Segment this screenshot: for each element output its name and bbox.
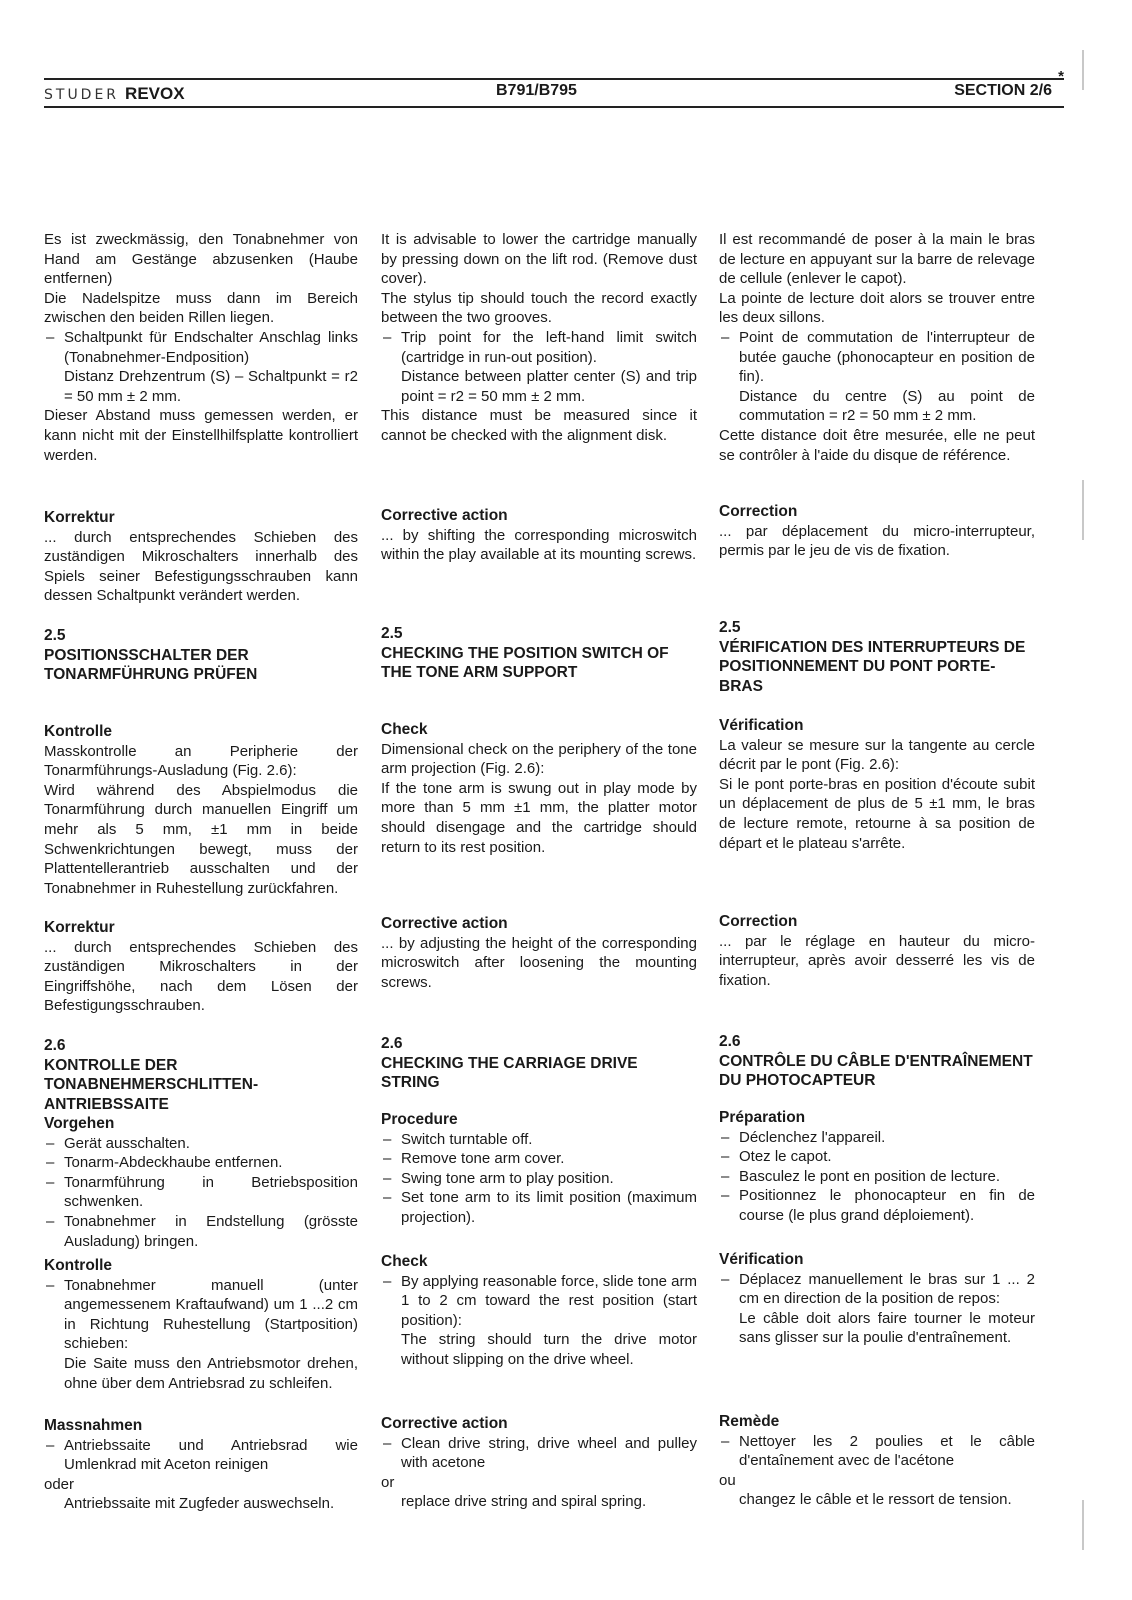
en-intro: It is advisable to lower the cartridge manually by pressing down on the lift rod. (Remove dust cover).	[381, 231, 697, 288]
header-rule-top	[44, 78, 1064, 80]
fr-remede-title: Remède	[719, 1413, 780, 1430]
en-procedure-list	[381, 1130, 697, 1228]
en-bullet	[381, 328, 697, 367]
de-s25-num: 2.5	[44, 627, 66, 644]
brand-revox: REVOX	[125, 84, 185, 103]
fr-bullet	[719, 328, 1035, 387]
list-item: – Basculez le pont en position de lecture.	[719, 1167, 1035, 1187]
en-korr1-title: Corrective action	[381, 507, 508, 524]
list-item: – Positionnez le phonocapteur en fin de course (le plus grand déploiement).	[719, 1186, 1035, 1225]
fr-verif2-title: Vérification	[719, 1251, 804, 1268]
en-check2-list	[381, 1272, 697, 1331]
de-massnahmen-alt: Antriebssaite mit Zugfeder auswechseln.	[64, 1495, 335, 1513]
header-rule-bottom	[44, 106, 1064, 108]
de-korr2-title: Korrektur	[44, 919, 115, 936]
en-s26-num: 2.6	[381, 1035, 403, 1052]
de-s26-title: KONTROLLE DER TONABNEHMERSCHLITTEN-ANTRIEBSSAITE	[44, 1056, 259, 1113]
en-action	[381, 1414, 697, 1512]
list-item: – Set tone arm to its limit position (maximum projection).	[381, 1188, 697, 1227]
de-intro: Es ist zweckmässig, den Tonabnehmer von Hand am Gestänge abzusenken (Haube entfernen)	[44, 231, 358, 288]
fr-korr1-title: Correction	[719, 503, 798, 520]
de-intro-block	[44, 230, 358, 465]
de-s25-title: POSITIONSSCHALTER DER TONARMFÜHRUNG PRÜFEN	[44, 646, 258, 684]
list-item: – Switch turntable off.	[381, 1130, 697, 1150]
en-korr1-text: ... by shifting the corresponding microswitch within the play available at its mounting screws.	[381, 526, 697, 564]
de-massnahmen-title: Massnahmen	[44, 1417, 143, 1434]
en-section-2-5	[381, 624, 697, 683]
revision-star: *	[1058, 68, 1064, 85]
fr-verif2-list	[719, 1270, 1035, 1309]
fr-s25-num: 2.5	[719, 619, 741, 636]
en-korrektur1	[381, 506, 697, 565]
de-korr2-text: ... durch entsprechendes Schieben des zuständigen Mikroschalters in der Eingriffshöhe, nach dem Lösen der Befestigungsschrauben.	[44, 938, 358, 1015]
de-bullet-list	[44, 328, 358, 367]
fr-s26-title: CONTRÔLE DU CÂBLE D'ENTRAÎNEMENT DU PHOTOCAPTEUR	[719, 1052, 1033, 1090]
en-intro-block	[381, 230, 697, 446]
fr-prep-list	[719, 1128, 1035, 1226]
de-korr1-title: Korrektur	[44, 509, 115, 526]
list-item: – By applying reasonable force, slide tone arm 1 to 2 cm toward the rest position (start position):	[381, 1272, 697, 1331]
list-item: – Otez le capot.	[719, 1147, 1035, 1167]
en-korrektur2	[381, 914, 697, 992]
en-action-list	[381, 1434, 697, 1473]
en-korr2-text: ... by adjusting the height of the corresponding microswitch after loosening the mounting screws.	[381, 934, 697, 991]
brand-logo	[44, 84, 185, 104]
de-kontrolle-title: Kontrolle	[44, 723, 113, 740]
fr-section-2-6	[719, 1032, 1035, 1091]
fr-bullet-cont: Distance du centre (S) au point de commutation = r2 = 50 mm ± 2 mm.	[739, 387, 1035, 425]
de-section-2-6	[44, 1036, 358, 1114]
de-kontrolle2-list	[44, 1276, 358, 1354]
en-s26-title: CHECKING THE CARRIAGE DRIVE STRING	[381, 1054, 638, 1092]
de-bullet	[44, 328, 358, 367]
en-s25-title: CHECKING THE POSITION SWITCH OF THE TONE ARM SUPPORT	[381, 644, 669, 682]
list-item: – Tonarm-Abdeckhaube entfernen.	[44, 1153, 358, 1173]
list-item: – Nettoyer les 2 poulies et le câble d'entaînement avec de l'acétone	[719, 1432, 1035, 1471]
de-kontrolle2	[44, 1256, 358, 1393]
en-check-title: Check	[381, 721, 428, 738]
en-bullet-cont: Distance between platter center (S) and trip point = r2 = 50 mm ± 2 mm.	[401, 368, 697, 405]
fr-bullet-list	[719, 328, 1035, 387]
fr-verif-text2: Si le pont porte-bras en position d'écoute subit un déplacement de plus de 5 ±1 mm, le bras de lecture remote, retourne à sa position de départ et le plateau s'arrête.	[719, 775, 1035, 852]
list-item: – Tonabnehmer in Endstellung (grösste Ausladung) bringen.	[44, 1212, 358, 1251]
de-bullet-text: Schaltpunkt für Endschalter Anschlag links (Tonabnehmer-Endposition)	[64, 328, 358, 366]
en-intro2: The stylus tip should touch the record exactly between the two grooves.	[381, 289, 697, 327]
fr-verif2-cont: Le câble doit alors faire tourner le moteur sans glisser sur la poulie d'entraînement.	[739, 1309, 1035, 1347]
fr-prep-title: Préparation	[719, 1109, 806, 1126]
list-item: – Déclenchez l'appareil.	[719, 1128, 1035, 1148]
fr-verification1	[719, 716, 1035, 853]
list-item: – Gerät ausschalten.	[44, 1134, 358, 1154]
fr-outro: Cette distance doit être mesurée, elle ne peut se contrôler à l'aide du disque de référence.	[719, 426, 1035, 464]
en-check1	[381, 720, 697, 857]
en-outro: This distance must be measured since it cannot be checked with the alignment disk.	[381, 407, 697, 444]
list-item: – Clean drive string, drive wheel and pulley with acetone	[381, 1434, 697, 1473]
fr-remede	[719, 1412, 1035, 1510]
en-section-2-6	[381, 1034, 697, 1093]
en-check-text2: If the tone arm is swung out in play mode by more than 5 mm ±1 mm, the platter motor should disengage and the cartridge should return to its rest position.	[381, 779, 697, 856]
de-vorgehen-list	[44, 1134, 358, 1252]
fr-s25-title: VÉRIFICATION DES INTERRUPTEURS DE POSITIONNEMENT DU PONT PORTE-BRAS	[719, 638, 1026, 695]
fr-remede-list	[719, 1432, 1035, 1471]
en-procedure-title: Procedure	[381, 1111, 458, 1128]
list-item: – Antriebssaite und Antriebsrad wie Umlenkrad mit Aceton reinigen	[44, 1436, 358, 1475]
en-korr2-title: Corrective action	[381, 915, 508, 932]
list-item: – Tonabnehmer manuell (unter angemessenem Kraftaufwand) um 1 ...2 cm in Richtung Ruhestellung (Startposition) schieben:	[44, 1276, 358, 1354]
fr-bullet-text: Point de commutation de l'interrupteur de butée gauche (phonocapteur en position de fin).	[739, 328, 1035, 386]
section-label: SECTION 2/6	[954, 82, 1052, 99]
fr-s26-num: 2.6	[719, 1033, 741, 1050]
brand-studer: STUDER	[44, 87, 120, 103]
scan-mark	[1082, 50, 1084, 90]
de-korr1-text: ... durch entsprechendes Schieben des zuständigen Mikroschalters innerhalb des Spiels seiner Befestigungsschrauben kann dessen Schaltpunkt verändert werden.	[44, 528, 358, 605]
fr-verification2	[719, 1250, 1035, 1348]
de-bullet-cont: Distanz Drehzentrum (S) – Schaltpunkt = r2 = 50 mm ± 2 mm.	[64, 368, 358, 405]
de-outro: Dieser Abstand muss gemessen werden, er kann nicht mit der Einstellhilfsplatte kontrolliert werden.	[44, 407, 358, 464]
de-vorgehen	[44, 1114, 358, 1251]
en-action-or: or	[381, 1473, 395, 1491]
de-korrektur2	[44, 918, 358, 1016]
de-massnahmen-or: oder	[44, 1475, 75, 1493]
list-item: – Déplacez manuellement le bras sur 1 ... 2 cm en direction de la position de repos:	[719, 1270, 1035, 1309]
fr-remede-or: ou	[719, 1471, 736, 1489]
fr-intro2: La pointe de lecture doit alors se trouver entre les deux sillons.	[719, 289, 1035, 327]
fr-intro: Il est recommandé de poser à la main le bras de lecture en appuyant sur la barre de relevage de cellule (enlever le capot).	[719, 231, 1035, 288]
en-check2	[381, 1252, 697, 1370]
fr-korr1-text: ... par déplacement du micro-interrupteur, permis par le jeu de vis de fixation.	[719, 522, 1035, 560]
fr-section-2-5	[719, 618, 1035, 696]
de-section-2-5	[44, 626, 358, 685]
de-massnahmen	[44, 1416, 358, 1514]
de-kontrolle-text: Masskontrolle an Peripherie der Tonarmführungs-Ausladung (Fig. 2.6):	[44, 742, 358, 780]
fr-intro-block	[719, 230, 1035, 465]
de-s26-num: 2.6	[44, 1037, 66, 1054]
de-kontrolle-text2: Wird während des Abspielmodus die Tonarmführung durch manuellen Eingriff um mehr als 5 mm, ±1 mm in beide Schwenkrichtungen bewegt, muss der Plattentellerantrieb ausschalten und der Tonabnehmer in Ruhestellung zurückfahren.	[44, 781, 358, 897]
de-vorgehen-title: Vorgehen	[44, 1115, 115, 1132]
list-item: – Tonarmführung in Betriebsposition schwenken.	[44, 1173, 358, 1212]
fr-verif-title: Vérification	[719, 717, 804, 734]
de-korrektur1	[44, 508, 358, 606]
page-header	[44, 68, 1064, 108]
de-intro2: Die Nadelspitze muss dann im Bereich zwischen den beiden Rillen liegen.	[44, 289, 358, 327]
list-item: – Remove tone arm cover.	[381, 1149, 697, 1169]
scan-mark	[1082, 1500, 1084, 1550]
fr-preparation	[719, 1108, 1035, 1226]
list-item: – Swing tone arm to play position.	[381, 1169, 697, 1189]
model-number: B791/B795	[496, 82, 577, 99]
de-kontrolle2-title: Kontrolle	[44, 1257, 113, 1274]
de-kontrolle2-cont: Die Saite muss den Antriebsmotor drehen, ohne über dem Antriebsrad zu schleifen.	[64, 1354, 358, 1392]
en-action-title: Corrective action	[381, 1415, 508, 1432]
fr-verif-text: La valeur se mesure sur la tangente au cercle décrit par le pont (Fig. 2.6):	[719, 736, 1035, 774]
en-check2-title: Check	[381, 1253, 428, 1270]
fr-remede-alt: changez le câble et le ressort de tension.	[739, 1491, 1012, 1509]
en-action-alt: replace drive string and spiral spring.	[401, 1493, 647, 1511]
fr-korr2-text: ... par le réglage en hauteur du micro-interrupteur, après avoir desserré les vis de fixation.	[719, 932, 1035, 989]
fr-korr2-title: Correction	[719, 913, 798, 930]
en-procedure	[381, 1110, 697, 1228]
en-s25-num: 2.5	[381, 625, 403, 642]
scan-mark	[1082, 480, 1084, 540]
de-kontrolle1	[44, 722, 358, 898]
en-bullet-text: Trip point for the left-hand limit switch (cartridge in run-out position).	[401, 328, 697, 366]
fr-korrektur2	[719, 912, 1035, 990]
en-bullet-list	[381, 328, 697, 367]
de-massnahmen-list	[44, 1436, 358, 1475]
en-check2-cont: The string should turn the drive motor without slipping on the drive wheel.	[401, 1331, 697, 1368]
fr-korrektur1	[719, 502, 1035, 561]
en-check-text: Dimensional check on the periphery of the tone arm projection (Fig. 2.6):	[381, 740, 697, 778]
